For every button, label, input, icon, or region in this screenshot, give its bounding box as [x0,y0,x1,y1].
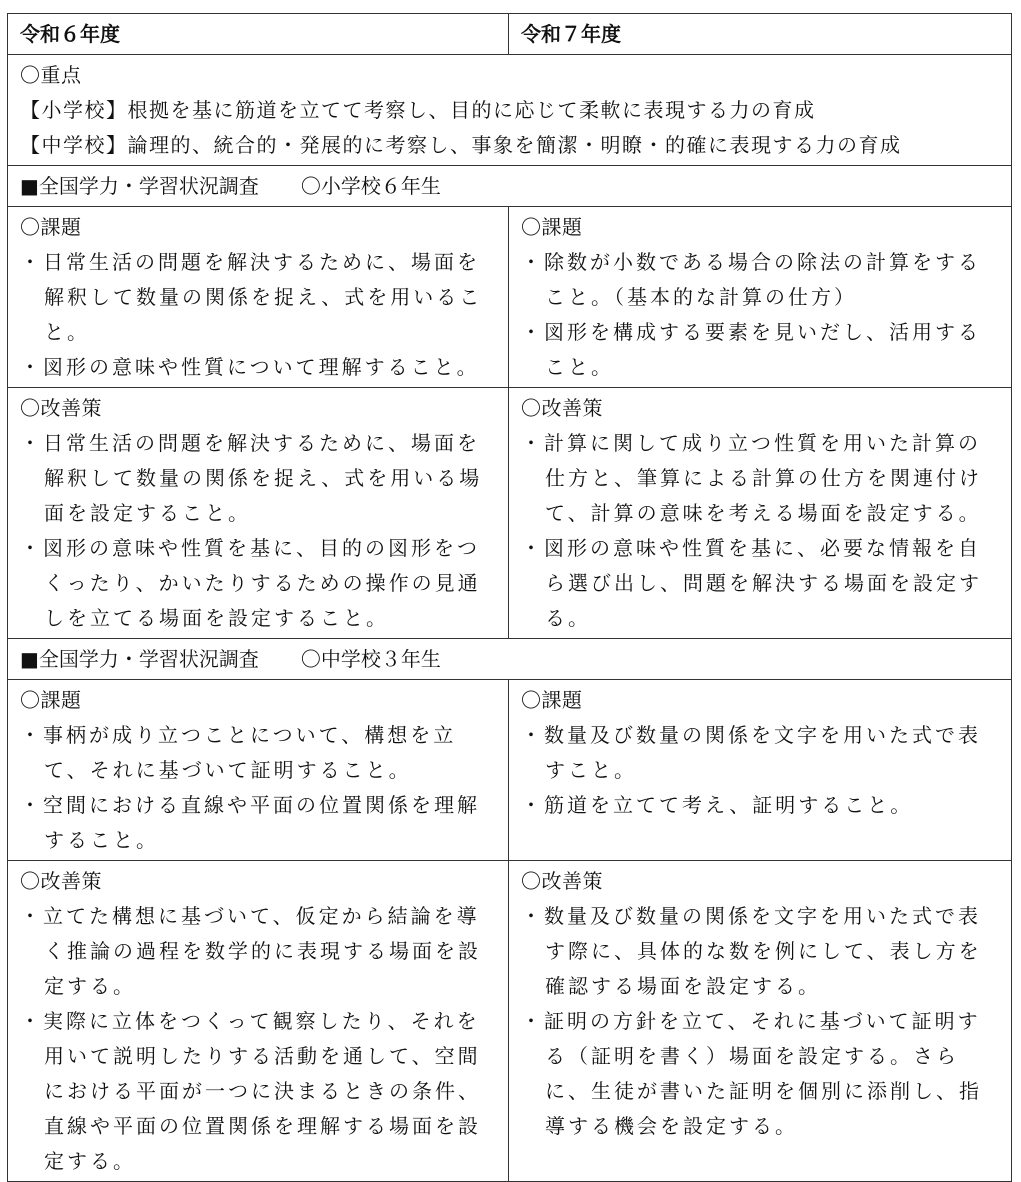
list-item: ・除数が小数である場合の除法の計算をすること。（基本的な計算の仕方） [521,250,981,309]
elem-issues-r7 [509,207,1012,388]
elem-banner-main: ■全国学力・学習状況調査 [20,174,259,198]
focus-row [8,55,1012,166]
jhs-issues-r7 [509,680,1012,861]
list-item: ・計算に関して成り立つ性質を用いた計算の仕方と、筆算による計算の仕方を関連付けて、計算の意味を考える場面を設定する。 [521,431,982,525]
jhs-measures-r7 [509,861,1012,1182]
jhs-issues-row [8,680,1012,861]
section-title: 〇改善策 [20,869,102,893]
jhs-banner-sub: 〇中学校３年生 [300,647,441,671]
elem-measures-r6 [8,388,509,639]
list-item: ・空間における直線や平面の位置関係を理解すること。 [20,793,480,852]
elem-issues-r6 [8,207,509,388]
header-r6: 令和６年度 [8,14,509,55]
elem-banner-sub: 〇小学校６年生 [300,174,441,198]
section-title: 〇課題 [20,688,82,712]
list-item: ・事柄が成り立つことについて、構想を立て、それに基づいて証明すること。 [20,723,457,782]
list-item: ・図形の意味や性質について理解すること。 [20,355,480,379]
focus-title: 〇重点 [20,63,82,87]
section-title: 〇改善策 [521,869,603,893]
jhs-issues-r6 [8,680,509,861]
elem-banner [8,166,1012,207]
section-title: 〇課題 [521,688,583,712]
jhs-banner-row [8,639,1012,680]
jhs-measures-r6 [8,861,509,1182]
focus-cell [8,55,1012,166]
section-title: 〇改善策 [20,396,102,420]
section-title: 〇課題 [20,215,82,239]
focus-junior: 【中学校】論理的、統合的・発展的に考察し、事象を簡潔・明瞭・的確に表現する力の育成 [20,133,902,157]
list-item: ・数量及び数量の関係を文字を用いた式で表す際に、具体的な数を例にして、表し方を確認する場面を設定する。 [521,904,982,998]
list-item: ・図形の意味や性質を基に、目的の図形をつくったり、かいたりするための操作の見通しを立てる場面を設定すること。 [20,536,481,630]
header-r7: 令和７年度 [509,14,1012,55]
section-title: 〇改善策 [521,396,603,420]
elem-banner-row [8,166,1012,207]
focus-elementary: 【小学校】根拠を基に筋道を立てて考察し、目的に応じて柔軟に表現する力の育成 [20,98,816,122]
section-title: 〇課題 [521,215,583,239]
list-item: ・日常生活の問題を解決するために、場面を解釈して数量の関係を捉え、式を用いること。 [20,250,483,344]
comparison-table [7,13,1012,1182]
elem-issues-row [8,207,1012,388]
list-item: ・図形を構成する要素を見いだし、活用すること。 [521,320,981,379]
list-item: ・数量及び数量の関係を文字を用いた式で表すこと。 [521,723,981,782]
list-item: ・図形の意味や性質を基に、必要な情報を自ら選び出し、問題を解決する場面を設定する。 [521,536,982,630]
list-item: ・日常生活の問題を解決するために、場面を解釈して数量の関係を捉え、式を用いる場面を設定すること。 [20,431,483,525]
jhs-banner [8,639,1012,680]
header-row [8,14,1012,55]
elem-measures-r7 [509,388,1012,639]
list-item: ・証明の方針を立て、それに基づいて証明する（証明を書く）場面を設定する。さらに、生徒が書いた証明を個別に添削し、指導する機会を設定する。 [521,1009,982,1138]
elem-measures-row [8,388,1012,639]
list-item: ・実際に立体をつくって観察したり、それを用いて説明したりする活動を通して、空間における平面が一つに決まるときの条件、直線や平面の位置関係を理解する場面を設定する。 [20,1009,481,1173]
jhs-banner-main: ■全国学力・学習状況調査 [20,647,259,671]
list-item: ・立てた構想に基づいて、仮定から結論を導く推論の過程を数学的に表現する場面を設定する。 [20,904,481,998]
list-item: ・筋道を立てて考え、証明すること。 [521,793,914,817]
jhs-measures-row [8,861,1012,1182]
